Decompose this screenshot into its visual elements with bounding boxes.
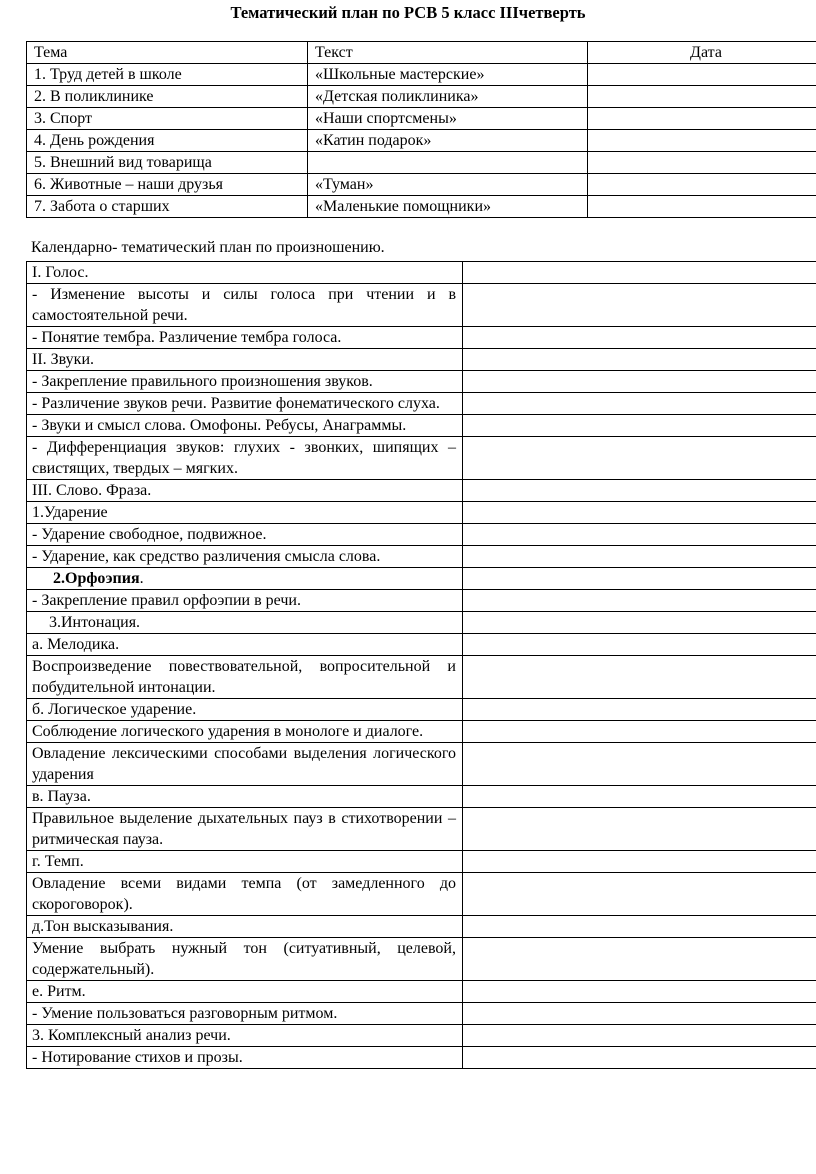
cell-date	[588, 130, 816, 152]
cell-theme: 7. Забота о старших	[27, 196, 308, 218]
cell-text: «Катин подарок»	[308, 130, 588, 152]
cell-theme: 5. Внешний вид товарища	[27, 152, 308, 174]
plan-topic-cell: - Умение пользоваться разговорным ритмом.	[27, 1003, 463, 1025]
cell-text: «Школьные мастерские»	[308, 64, 588, 86]
plan-topic-cell: 1.Ударение	[27, 502, 463, 524]
plan-empty-cell	[463, 808, 816, 851]
cell-text	[308, 152, 588, 174]
cell-theme: 1. Труд детей в школе	[27, 64, 308, 86]
header-text: Текст	[308, 42, 588, 64]
plan-topic-cell: III. Слово. Фраза.	[27, 480, 463, 502]
plan-empty-cell	[463, 786, 816, 808]
plan-topic-cell: Правильное выделение дыхательных пауз в стихотворении – ритмическая пауза.	[27, 808, 463, 851]
plan-topic-cell: Соблюдение логического ударения в монологе и диалоге.	[27, 721, 463, 743]
plan-topic-cell: I. Голос.	[27, 262, 463, 284]
plan-topic-cell: - Дифференциация звуков: глухих - звонких, шипящих – свистящих, твердых – мягких.	[27, 437, 463, 480]
table-row	[27, 634, 816, 656]
plan-topic-cell: Воспроизведение повествовательной, вопросительной и побудительной интонации.	[27, 656, 463, 699]
table-row	[27, 590, 816, 612]
cell-text: «Наши спортсмены»	[308, 108, 588, 130]
cell-text: «Детская поликлиника»	[308, 86, 588, 108]
plan-empty-cell	[463, 349, 816, 371]
table-row	[27, 699, 816, 721]
table-row	[27, 108, 816, 130]
table-row	[27, 938, 816, 981]
plan-topic-cell: - Нотирование стихов и прозы.	[27, 1047, 463, 1069]
table-row	[27, 1003, 816, 1025]
plan-empty-cell	[463, 415, 816, 437]
plan-empty-cell	[463, 1047, 816, 1069]
table-row	[27, 981, 816, 1003]
plan-empty-cell	[463, 1025, 816, 1047]
table-row	[27, 371, 816, 393]
table-row	[27, 86, 816, 108]
plan-empty-cell	[463, 568, 816, 590]
header-date: Дата	[588, 42, 816, 64]
plan-topic-cell: - Закрепление правил орфоэпии в речи.	[27, 590, 463, 612]
plan-empty-cell	[463, 393, 816, 415]
table-row	[27, 612, 816, 634]
table-row	[27, 916, 816, 938]
plan-topic-cell: 3. Комплексный анализ речи.	[27, 1025, 463, 1047]
plan-empty-cell	[463, 699, 816, 721]
table-row	[27, 743, 816, 786]
table-row	[27, 1047, 816, 1069]
plan-topic-cell: б. Логическое ударение.	[27, 699, 463, 721]
table-row	[27, 415, 816, 437]
plan-empty-cell	[463, 612, 816, 634]
pronunciation-plan-caption: Календарно- тематический план по произношению.	[31, 239, 385, 256]
table-row	[27, 349, 816, 371]
plan-topic-cell: - Закрепление правильного произношения звуков.	[27, 371, 463, 393]
table-row	[27, 524, 816, 546]
table-row	[27, 130, 816, 152]
pronunciation-plan-table	[26, 261, 816, 1069]
plan-empty-cell	[463, 1003, 816, 1025]
plan-empty-cell	[463, 480, 816, 502]
plan-empty-cell	[463, 916, 816, 938]
plan-topic-cell: - Понятие тембра. Различение тембра голоса.	[27, 327, 463, 349]
plan-empty-cell	[463, 634, 816, 656]
table-row	[27, 437, 816, 480]
table-row	[27, 262, 816, 284]
plan-empty-cell	[463, 327, 816, 349]
table-row	[27, 1025, 816, 1047]
cell-text: «Туман»	[308, 174, 588, 196]
cell-theme: 4. День рождения	[27, 130, 308, 152]
theme-plan-table	[26, 41, 816, 218]
plan-empty-cell	[463, 284, 816, 327]
plan-empty-cell	[463, 873, 816, 916]
plan-topic-cell: II. Звуки.	[27, 349, 463, 371]
table-row	[27, 284, 816, 327]
plan-empty-cell	[463, 721, 816, 743]
plan-topic-cell: 3.Интонация.	[27, 612, 463, 634]
plan-empty-cell	[463, 938, 816, 981]
cell-theme: 6. Животные – наши друзья	[27, 174, 308, 196]
table-row	[27, 152, 816, 174]
cell-theme: 2. В поликлинике	[27, 86, 308, 108]
plan-empty-cell	[463, 546, 816, 568]
plan-empty-cell	[463, 851, 816, 873]
plan-empty-cell	[463, 371, 816, 393]
plan-topic-cell: Овладение лексическими способами выделения логического ударения	[27, 743, 463, 786]
table-row	[27, 546, 816, 568]
cell-date	[588, 196, 816, 218]
plan-empty-cell	[463, 502, 816, 524]
plan-empty-cell	[463, 656, 816, 699]
table-row	[27, 786, 816, 808]
table-row	[27, 196, 816, 218]
plan-empty-cell	[463, 590, 816, 612]
plan-topic-cell: а. Мелодика.	[27, 634, 463, 656]
table-row	[27, 327, 816, 349]
table-row	[27, 393, 816, 415]
plan-topic-cell: Овладение всеми видами темпа (от замедленного до скороговорок).	[27, 873, 463, 916]
table-row	[27, 721, 816, 743]
cell-date	[588, 64, 816, 86]
table-row	[27, 851, 816, 873]
table-row	[27, 480, 816, 502]
plan-empty-cell	[463, 524, 816, 546]
cell-text: «Маленькие помощники»	[308, 196, 588, 218]
plan-topic-cell: в. Пауза.	[27, 786, 463, 808]
orthoepy-heading: 2.Орфоэпия	[53, 570, 140, 587]
plan-empty-cell	[463, 743, 816, 786]
plan-topic-cell: - Изменение высоты и силы голоса при чтении и в самостоятельной речи.	[27, 284, 463, 327]
table-row	[27, 656, 816, 699]
cell-theme: 3. Спорт	[27, 108, 308, 130]
plan-topic-cell: е. Ритм.	[27, 981, 463, 1003]
plan-topic-cell: д.Тон высказывания.	[27, 916, 463, 938]
table-row	[27, 174, 816, 196]
table-header-row	[27, 42, 816, 64]
cell-date	[588, 86, 816, 108]
table-row	[27, 808, 816, 851]
plan-topic-cell: 2.Орфоэпия.	[27, 568, 463, 590]
page-title: Тематический план по РСВ 5 класс IIIчетверть	[230, 3, 586, 22]
table-row	[27, 64, 816, 86]
plan-topic-cell: г. Темп.	[27, 851, 463, 873]
plan-topic-cell: - Звуки и смысл слова. Омофоны. Ребусы, Анаграммы.	[27, 415, 463, 437]
plan-topic-cell: Умение выбрать нужный тон (ситуативный, целевой, содержательный).	[27, 938, 463, 981]
table-row	[27, 502, 816, 524]
plan-topic-cell: - Ударение, как средство различения смысла слова.	[27, 546, 463, 568]
cell-date	[588, 174, 816, 196]
plan-topic-cell: - Ударение свободное, подвижное.	[27, 524, 463, 546]
plan-topic-cell: - Различение звуков речи. Развитие фонематического слуха.	[27, 393, 463, 415]
cell-date	[588, 152, 816, 174]
cell-date	[588, 108, 816, 130]
table-row	[27, 873, 816, 916]
plan-empty-cell	[463, 981, 816, 1003]
plan-empty-cell	[463, 262, 816, 284]
header-theme: Тема	[27, 42, 308, 64]
plan-empty-cell	[463, 437, 816, 480]
table-row	[27, 568, 816, 590]
